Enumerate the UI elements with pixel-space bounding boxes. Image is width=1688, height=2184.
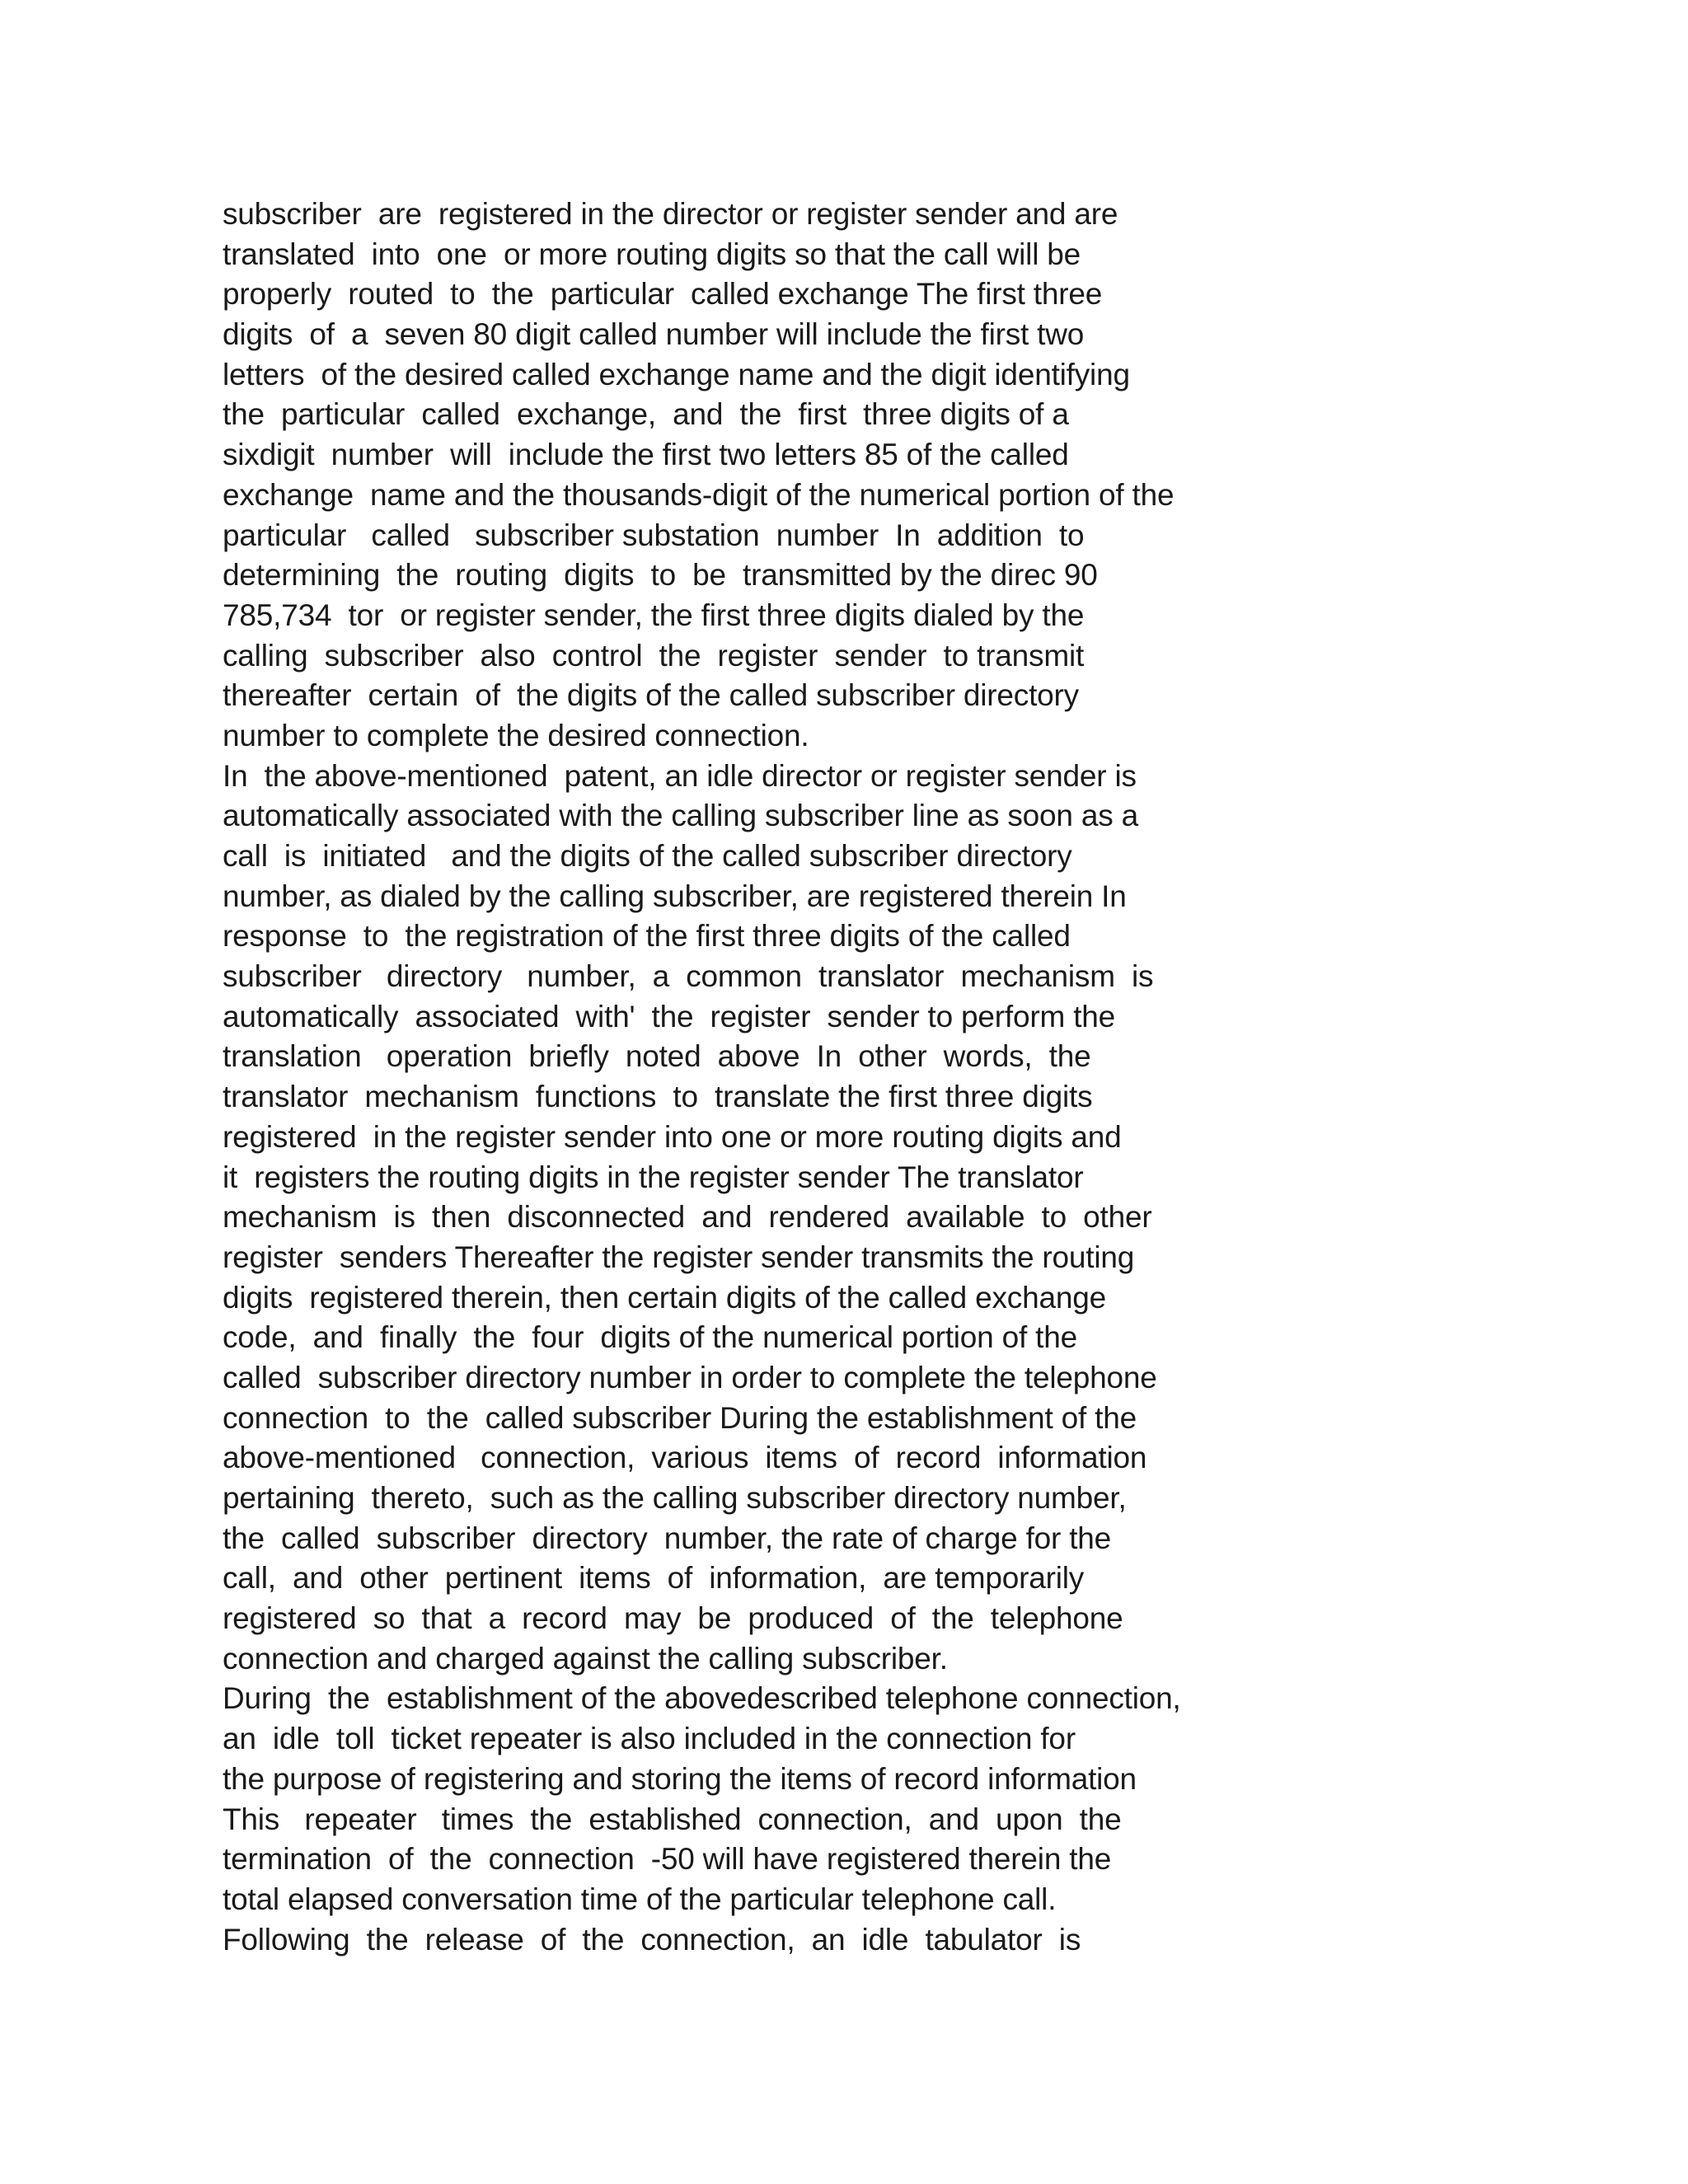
text-line: thereafter certain of the digits of the called subscriber directory bbox=[223, 678, 1079, 713]
text-line: it registers the routing digits in the register sender The translator bbox=[223, 1160, 1084, 1194]
text-line: digits registered therein, then certain digits of the called exchange bbox=[223, 1280, 1106, 1315]
text-line: call, and other pertinent items of information, are temporarily bbox=[223, 1561, 1085, 1596]
text-line: register senders Thereafter the register sender transmits the routing bbox=[223, 1240, 1135, 1274]
text-line: properly routed to the particular called exchange The first three bbox=[223, 277, 1103, 312]
text-line: automatically associated with the calling subscriber line as soon as a bbox=[223, 799, 1138, 833]
text-line: automatically associated with' the register sender to perform the bbox=[223, 999, 1116, 1033]
text-line: code, and finally the four digits of the numerical portion of the bbox=[223, 1320, 1077, 1355]
text-line: particular called subscriber substation number In addition to bbox=[223, 518, 1085, 552]
text-line: number, as dialed by the calling subscriber, are registered therein In bbox=[223, 879, 1127, 913]
text-line: number to complete the desired connection. bbox=[223, 718, 809, 752]
text-line: call is initiated and the digits of the called subscriber directory bbox=[223, 839, 1072, 873]
text-line: translated into one or more routing digits so that the call will be bbox=[223, 237, 1081, 271]
text-line: subscriber directory number, a common translator mechanism is bbox=[223, 959, 1154, 994]
text-line: translator mechanism functions to translate the first three digits bbox=[223, 1080, 1093, 1114]
text-line: subscriber are registered in the director or register sender and are bbox=[223, 197, 1118, 231]
text-line: translation operation briefly noted above In other words, the bbox=[223, 1039, 1091, 1074]
text-line: mechanism is then disconnected and rendered available to other bbox=[223, 1200, 1152, 1235]
text-line: pertaining thereto, such as the calling subscriber directory number, bbox=[223, 1481, 1127, 1515]
text-line: During the establishment of the abovedescribed telephone connection, bbox=[223, 1681, 1181, 1716]
text-line: exchange name and the thousands-digit of the numerical portion of the bbox=[223, 477, 1175, 512]
text-line: In the above-mentioned patent, an idle director or register sender is bbox=[223, 758, 1137, 793]
text-line: calling subscriber also control the register sender to transmit bbox=[223, 638, 1085, 673]
text-line: response to the registration of the first three digits of the called bbox=[223, 919, 1071, 954]
text-line: the purpose of registering and storing the items of record information bbox=[223, 1761, 1137, 1796]
text-line: termination of the connection -50 will have registered therein the bbox=[223, 1842, 1112, 1877]
body-text bbox=[223, 194, 1459, 1960]
text-line: determining the routing digits to be transmitted by the direc 90 bbox=[223, 558, 1098, 593]
text-line: registered so that a record may be produced of the telephone bbox=[223, 1601, 1123, 1636]
text-line: connection and charged against the calling subscriber. bbox=[223, 1641, 948, 1675]
text-line: connection to the called subscriber During the establishment of the bbox=[223, 1400, 1137, 1435]
text-line: digits of a seven 80 digit called number will include the first two bbox=[223, 317, 1085, 352]
text-line: registered in the register sender into one or more routing digits and bbox=[223, 1119, 1122, 1154]
text-line: the called subscriber directory number, the rate of charge for the bbox=[223, 1521, 1112, 1555]
text-line: 785,734 tor or register sender, the first three digits dialed by the bbox=[223, 598, 1085, 632]
text-line: Following the release of the connection, an idle tabulator is bbox=[223, 1922, 1081, 1957]
text-line: above-mentioned connection, various items of record information bbox=[223, 1441, 1147, 1475]
text-line: total elapsed conversation time of the particular telephone call. bbox=[223, 1882, 1057, 1916]
text-line: called subscriber directory number in order to complete the telephone bbox=[223, 1360, 1157, 1394]
text-line: sixdigit number will include the first two letters 85 of the called bbox=[223, 438, 1069, 472]
text-line: an idle toll ticket repeater is also included in the connection for bbox=[223, 1722, 1076, 1756]
text-line: the particular called exchange, and the first three digits of a bbox=[223, 397, 1069, 432]
text-line: letters of the desired called exchange name and the digit identifying bbox=[223, 357, 1130, 391]
text-line: This repeater times the established connection, and upon the bbox=[223, 1802, 1122, 1836]
